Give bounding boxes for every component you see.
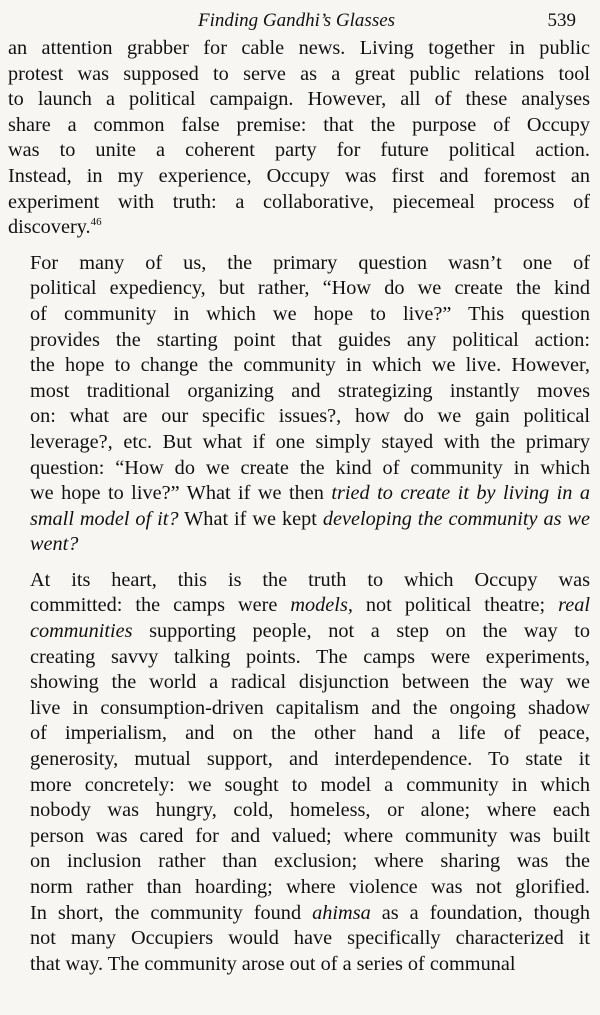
text-run: of imperialism, and on the other hand a life of peace, [30,722,590,745]
text-run: share a common false premise: that the purpose of Occupy [8,113,590,136]
text-run: supporting people, not a step on the way to [132,620,590,643]
paragraph [8,251,590,558]
text-line [8,481,590,507]
text-run: norm rather than hoarding; where violence was not glorified. [30,876,590,898]
italic-run: went? [30,533,79,556]
text-run: leverage?, etc. But what if one simply stayed with the primary [30,430,590,453]
text-run: political expediency, but rather, “How do we create the kind [30,277,590,300]
text-run: an attention grabber for cable news. Living together in public [8,37,590,59]
italic-run: tried to create it by living in a [331,482,590,505]
text-run: most traditional organizing and strategizing instantly moves [30,379,590,402]
text-line [8,430,590,456]
body-text [8,36,590,977]
text-run: experiment with truth: a collaborative, piecemeal process of [8,190,590,213]
text-run: not political theatre; [352,594,559,617]
text-run: we hope to live?” What if we then [30,482,332,505]
text-line [8,926,590,952]
text-line [8,62,590,88]
text-line [8,952,590,978]
page-number: 539 [547,10,576,31]
text-run: on inclusion rather than exclusion; where sharing was the [30,850,590,873]
italic-run: communities [30,620,133,643]
italic-run: developing the community as we [322,507,590,530]
text-line [8,164,590,190]
text-run: nobody was hungry, cold, homeless, or alone; where each [30,799,590,822]
text-run: committed: the camps were [30,594,291,617]
text-run: as a foundation, though [370,901,590,924]
text-run: What if we kept [178,507,323,530]
text-line [8,138,590,164]
text-run: discovery. [8,216,91,239]
text-line [8,670,590,696]
text-line [8,87,590,113]
text-line [8,696,590,722]
italic-run: small model of it? [30,507,179,530]
text-line [8,721,590,747]
text-line [8,404,590,430]
text-line [8,276,590,302]
italic-run: real [558,594,590,617]
text-run: on: what are our specific issues?, how do we gain political [30,405,590,428]
text-line [8,379,590,405]
text-line [8,747,590,773]
footnote-marker: 46 [90,216,102,229]
running-title: Finding Gandhi’s Glasses [198,10,396,31]
text-run: In short, the community found [30,901,313,924]
text-run: generosity, mutual support, and interdependence. To state it [30,748,590,771]
text-run: that way. The community arose out of a series of communal [30,952,516,975]
text-line [8,302,590,328]
text-run: protest was supposed to serve as a great public relations tool [8,62,590,85]
text-run: creating savvy talking points. The camps were experiments, [30,645,590,668]
text-line [8,593,590,619]
text-run: At its heart, this is the truth to which Occupy was [30,568,590,591]
text-line [8,568,590,594]
italic-run: ahimsa [312,901,371,924]
text-run: question: “How do we create the kind of community in which [30,456,590,479]
text-line [8,773,590,799]
text-run: provides the starting point that guides any political action: [30,328,590,351]
text-line [8,353,590,379]
page-header [8,4,590,36]
text-line [8,507,590,533]
text-run: not many Occupiers would have specifically characterized it [30,927,590,950]
text-line [8,215,590,241]
text-line [8,190,590,216]
text-line [8,532,590,558]
text-run: the hope to change the community in which we live. However, [30,354,590,377]
text-line [8,849,590,875]
text-line [8,645,590,671]
text-line [8,36,590,62]
text-line [8,328,590,354]
text-run: of community in which we hope to live?” This question [30,302,590,325]
paragraph [8,568,590,978]
text-line [8,113,590,139]
text-run: Instead, in my experience, Occupy was first and foremost an [8,164,590,187]
text-run: live in consumption-driven capitalism and the ongoing shadow [30,696,590,719]
text-run: showing the world a radical disjunction between the way we [30,671,590,694]
text-line [8,901,590,927]
text-run: For many of us, the primary question wasn’t one of [30,251,590,274]
text-line [8,619,590,645]
text-line [8,251,590,277]
text-line [8,824,590,850]
text-run: more concretely: we sought to model a community in which [30,773,590,796]
text-line [8,875,590,901]
paragraph [8,36,590,241]
text-line [8,798,590,824]
text-run: to launch a political campaign. However, all of these analyses [8,88,590,111]
text-line [8,456,590,482]
text-run: was to unite a coherent party for future political action. [8,139,590,162]
italic-run: models, [290,594,353,617]
text-run: person was cared for and valued; where community was built [30,824,590,847]
